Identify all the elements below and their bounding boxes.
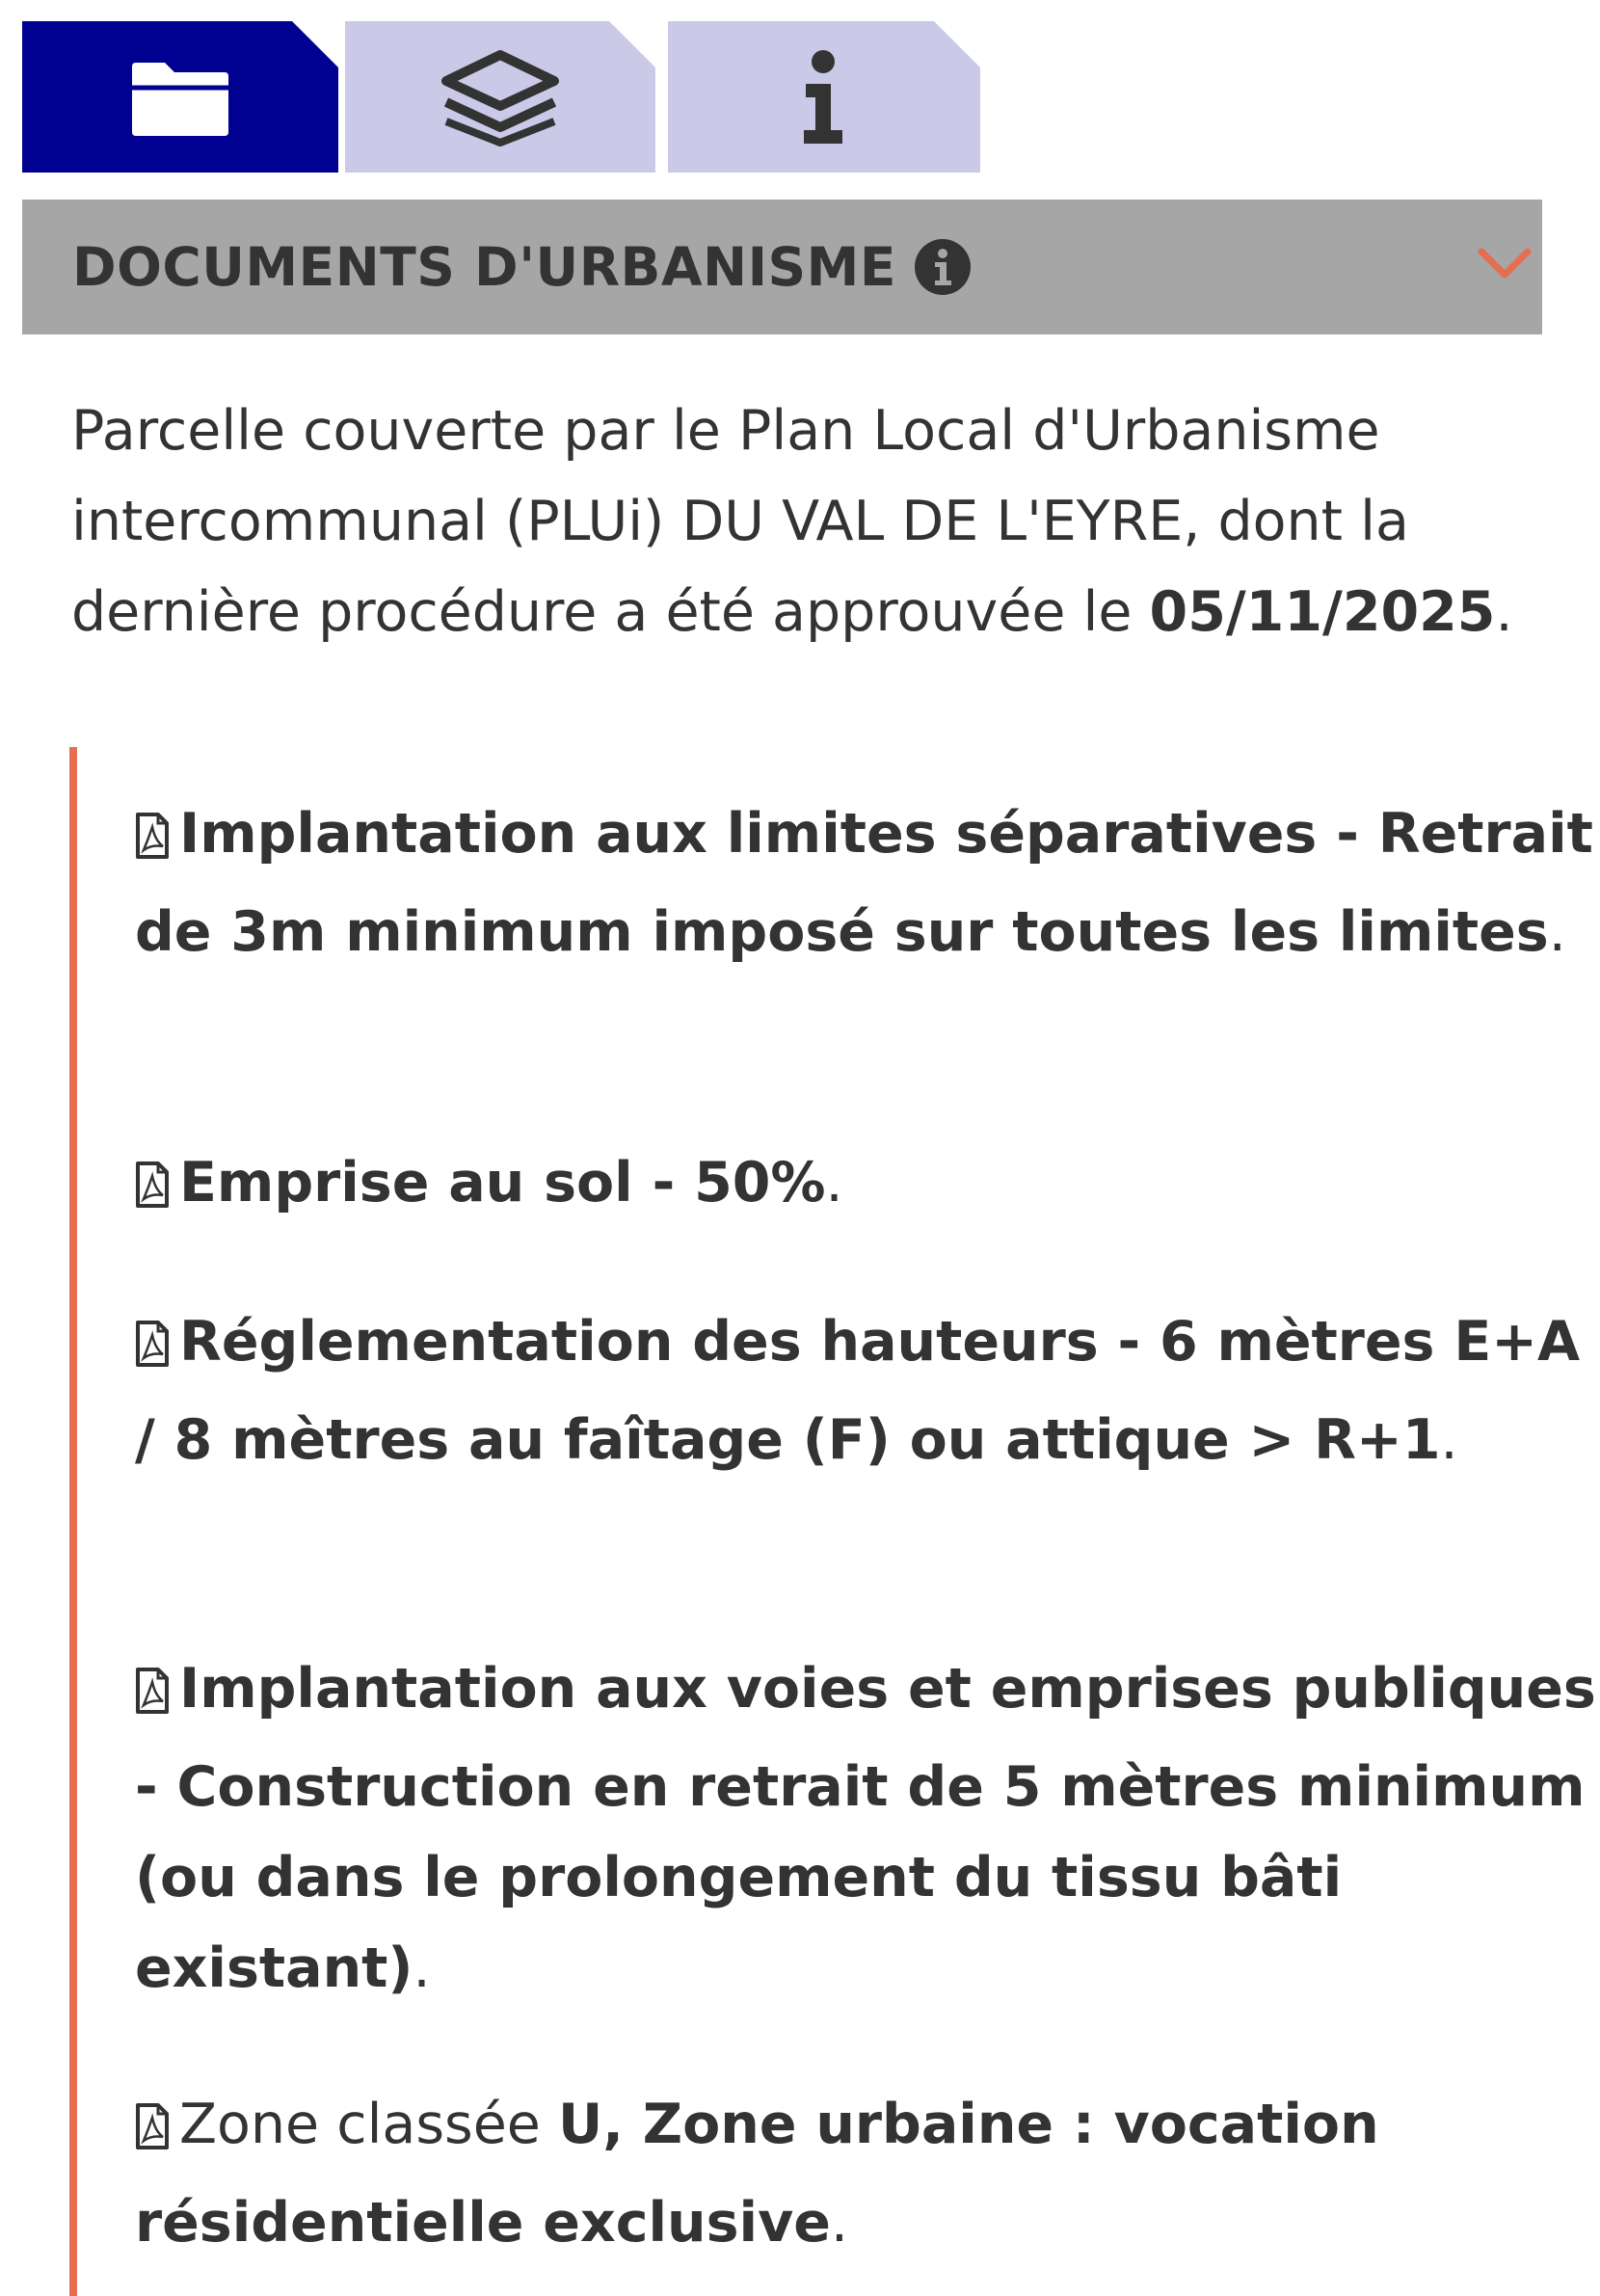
rule-text: Implantation aux voies et emprises publiques - Construction en retrait de 5 mètres minimum (ou dans le prolongement du tissu bâti existant)	[135, 1657, 1596, 2000]
approval-date: 05/11/2025	[1149, 580, 1496, 644]
rule-end: .	[825, 1151, 843, 1215]
coverage-text: Parcelle couverte par le Plan Local d'Urbanisme intercommunal (PLUi) DU VAL DE L'EYRE, dont la dernière procédure a été approuvée le	[71, 399, 1409, 644]
rule-item[interactable]	[135, 788, 1600, 977]
rule-text: Emprise au sol - 50%	[179, 1151, 826, 1215]
rule-prefix: Zone classée	[179, 2093, 558, 2156]
coverage-text-end: .	[1495, 580, 1513, 644]
rule-item[interactable]	[135, 2079, 1600, 2268]
section-header-documents[interactable]	[22, 200, 1542, 334]
folder-icon	[130, 59, 230, 136]
chevron-down-icon[interactable]	[1477, 244, 1533, 286]
info-circle-icon[interactable]	[914, 238, 972, 296]
layers-icon	[440, 50, 560, 145]
pdf-file-icon	[135, 1304, 170, 1395]
rule-end: .	[413, 1936, 431, 2000]
rule-text: U, Zone urbaine : vocation résidentielle exclusive	[135, 2093, 1379, 2255]
coverage-description	[71, 386, 1527, 657]
rule-item[interactable]	[135, 1137, 1600, 1236]
pdf-file-icon	[135, 796, 170, 887]
rule-end: .	[830, 2191, 849, 2255]
pdf-file-icon	[135, 1651, 170, 1742]
rules-list	[69, 747, 1596, 2296]
rule-item[interactable]	[135, 1296, 1600, 1485]
tab-layers[interactable]	[345, 21, 655, 173]
rule-text: Implantation aux limites séparatives - Retrait de 3m minimum imposé sur toutes les limites	[135, 802, 1593, 964]
rule-item[interactable]	[135, 1643, 1600, 2014]
panel-tabs	[22, 21, 986, 173]
section-title: DOCUMENTS D'URBANISME	[72, 236, 896, 298]
rule-end: .	[1548, 900, 1566, 964]
pdf-file-icon	[135, 1145, 170, 1236]
info-icon	[800, 49, 848, 146]
tab-info[interactable]	[668, 21, 980, 173]
rule-end: .	[1440, 1408, 1458, 1472]
tab-documents[interactable]	[22, 21, 338, 173]
pdf-file-icon	[135, 2087, 170, 2177]
rule-text: Réglementation des hauteurs - 6 mètres E+A / 8 mètres au faîtage (F) ou attique > R+1	[135, 1310, 1581, 1472]
